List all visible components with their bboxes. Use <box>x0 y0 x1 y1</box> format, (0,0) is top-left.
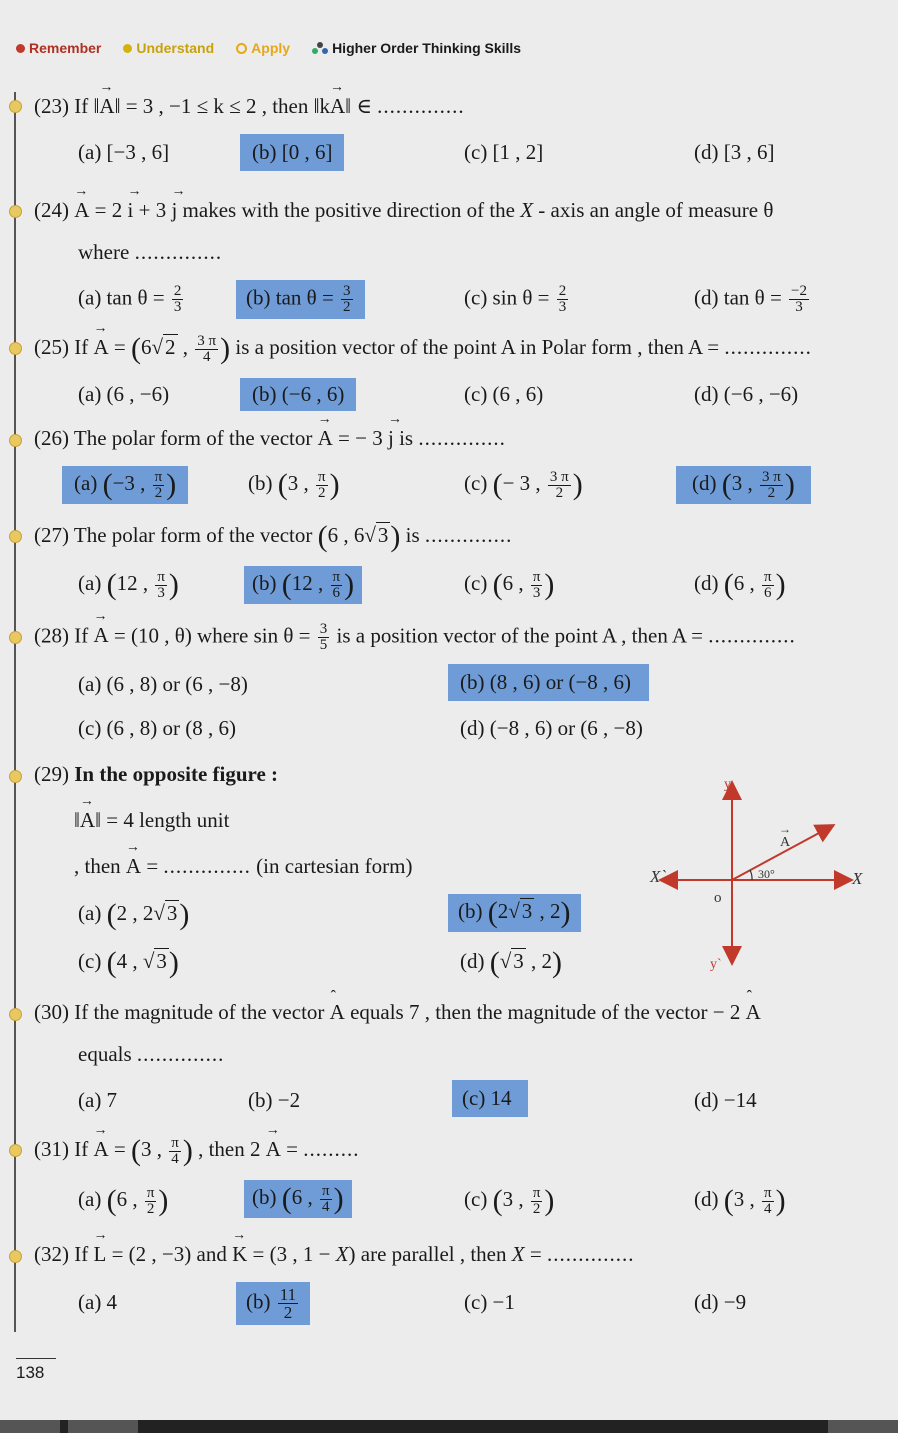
option-28b[interactable]: (b) (8 , 6) or (−8 , 6) <box>448 664 649 701</box>
option-28c[interactable]: (c) (6 , 8) or (8 , 6) <box>78 716 237 740</box>
option-24d[interactable]: (d) tan θ = $\frac{-2}{3}$ <box>694 283 808 315</box>
y-label: y <box>724 777 731 792</box>
question-29-then: , then → A = .............. (in cartesian form) <box>74 854 412 879</box>
legend-hots: Higher Order Thinking Skills <box>312 40 521 56</box>
option-23a[interactable]: (a) [−3 , 6] <box>78 140 170 164</box>
question-29: (29) In the opposite figure : <box>34 762 279 786</box>
option-23c[interactable]: (c) [1 , 2] <box>464 140 544 164</box>
option-26b[interactable]: (b) (3 , $\frac{\pi}{2}$ ) <box>248 468 340 501</box>
bullet-icon <box>9 342 22 355</box>
x-prime-label: X` <box>650 867 667 886</box>
question-30: (30) If the magnitude of the vector ˆ A equals 7 , then the magnitude of the vector − 2 ˆ A <box>34 1000 761 1025</box>
question-29-length: ‖→ A‖ = 4 length unit <box>74 808 229 833</box>
option-26c[interactable]: (c) (− 3 , $\frac{3 \pi}{2}$ ) <box>464 468 583 501</box>
y-prime-label: y` <box>710 957 722 972</box>
option-25b[interactable]: (b) (−6 , 6) <box>240 378 356 411</box>
legend-remember: Remember <box>16 40 101 56</box>
question-32: (32) If → L = (2 , −3) and → K = (3 , 1 − X) are parallel , then X = .............. <box>34 1242 634 1267</box>
option-31d[interactable]: (d) (3 , $\frac{\pi}{4}$ ) <box>694 1184 786 1217</box>
question-25: (25) If → A = (6√2 , $\frac{3 \pi}{4}$ ) is a position vector of the point A in Polar form , then A = .............. <box>34 332 812 366</box>
bullet-icon <box>9 631 22 644</box>
question-24-where: where .............. <box>78 240 223 264</box>
skill-legend <box>16 40 521 56</box>
option-32d[interactable]: (d) −9 <box>694 1290 747 1314</box>
bullet-icon <box>9 770 22 783</box>
option-30d[interactable]: (d) −14 <box>694 1088 757 1112</box>
vector-figure <box>640 770 870 980</box>
option-28a[interactable]: (a) (6 , 8) or (6 , −8) <box>78 672 248 696</box>
option-32b[interactable]: (b) $\frac{11}{2}$ <box>236 1282 310 1325</box>
bullet-icon <box>9 205 22 218</box>
option-29a[interactable]: (a) (2 , 2√3) <box>78 898 190 931</box>
question-24: (24) → A = 2 → i + 3 → j makes with the positive direction of the X - axis an angle of measure θ <box>34 198 773 223</box>
option-31b[interactable]: (b) (6 , $\frac{\pi}{4}$ ) <box>244 1180 352 1218</box>
bullet-icon <box>9 1008 22 1021</box>
question-23: (23) If ‖→ A‖ = 3 , −1 ≤ k ≤ 2 , then ‖k→ A‖ ∈ .............. <box>34 94 465 119</box>
option-31c[interactable]: (c) (3 , $\frac{\pi}{2}$ ) <box>464 1184 555 1217</box>
vector-label: A <box>780 835 791 850</box>
option-23d[interactable]: (d) [3 , 6] <box>694 140 775 164</box>
question-28: (28) If → A = (10 , θ) where sin θ = $\frac{3}{5}$ is a position vector of the point A , then A = .............. <box>34 622 796 653</box>
bullet-icon <box>9 530 22 543</box>
question-27: (27) The polar form of the vector (6 , 6√3) is .............. <box>34 520 513 553</box>
svg-text:→: → <box>779 822 791 836</box>
option-29b[interactable]: (b) (2√3 , 2) <box>448 894 581 932</box>
option-25c[interactable]: (c) (6 , 6) <box>464 382 544 406</box>
yellow-dot-icon <box>123 44 132 53</box>
bullet-icon <box>9 100 22 113</box>
bullet-icon <box>9 1250 22 1263</box>
bullet-icon <box>9 1144 22 1157</box>
option-31a[interactable]: (a) (6 , $\frac{\pi}{2}$ ) <box>78 1184 169 1217</box>
option-25a[interactable]: (a) (6 , −6) <box>78 382 170 406</box>
option-27d[interactable]: (d) (6 , $\frac{\pi}{6}$ ) <box>694 568 786 601</box>
page-number: 138 <box>16 1358 56 1383</box>
legend-apply: Apply <box>236 40 290 56</box>
bottom-bar <box>0 1420 898 1433</box>
option-29c[interactable]: (c) (4 , √3) <box>78 946 179 979</box>
x-label: X <box>852 869 863 888</box>
legend-understand: Understand <box>123 40 214 56</box>
option-29d[interactable]: (d) (√3 , 2) <box>460 946 563 979</box>
option-24c[interactable]: (c) sin θ = $\frac{2}{3}$ <box>464 283 567 315</box>
bullet-icon <box>9 434 22 447</box>
question-30-equals: equals .............. <box>78 1042 225 1066</box>
question-26: (26) The polar form of the vector → A = − 3 → j is .............. <box>34 426 506 451</box>
option-23b[interactable]: (b) [0 , 6] <box>240 134 344 171</box>
option-30c[interactable]: (c) 14 <box>452 1080 528 1117</box>
option-24b[interactable]: (b) tan θ = $\frac{3}{2}$ <box>236 280 365 319</box>
option-27a[interactable]: (a) (12 , $\frac{\pi}{3}$ ) <box>78 568 179 601</box>
angle-label: 30° <box>758 867 775 881</box>
red-dot-icon <box>16 44 25 53</box>
option-32c[interactable]: (c) −1 <box>464 1290 515 1314</box>
origin-label: o <box>714 890 722 906</box>
option-30a[interactable]: (a) 7 <box>78 1088 118 1112</box>
option-26d[interactable]: (d) (3 , $\frac{3 \pi}{2}$ ) <box>676 466 811 504</box>
option-32a[interactable]: (a) 4 <box>78 1290 118 1314</box>
option-25d[interactable]: (d) (−6 , −6) <box>694 382 799 406</box>
people-icon <box>312 41 328 55</box>
option-26a[interactable]: (a) (−3 , $\frac{\pi}{2}$ ) <box>62 466 188 504</box>
option-27c[interactable]: (c) (6 , $\frac{\pi}{3}$ ) <box>464 568 555 601</box>
option-24a[interactable]: (a) tan θ = $\frac{2}{3}$ <box>78 283 182 315</box>
option-27b[interactable]: (b) (12 , $\frac{\pi}{6}$ ) <box>244 566 362 604</box>
ring-icon <box>236 43 247 54</box>
question-31: (31) If → A = (3 , $\frac{\pi}{4}$ ) , then 2 → A = ......... <box>34 1134 360 1168</box>
option-30b[interactable]: (b) −2 <box>248 1088 301 1112</box>
option-28d[interactable]: (d) (−8 , 6) or (6 , −8) <box>460 716 643 740</box>
